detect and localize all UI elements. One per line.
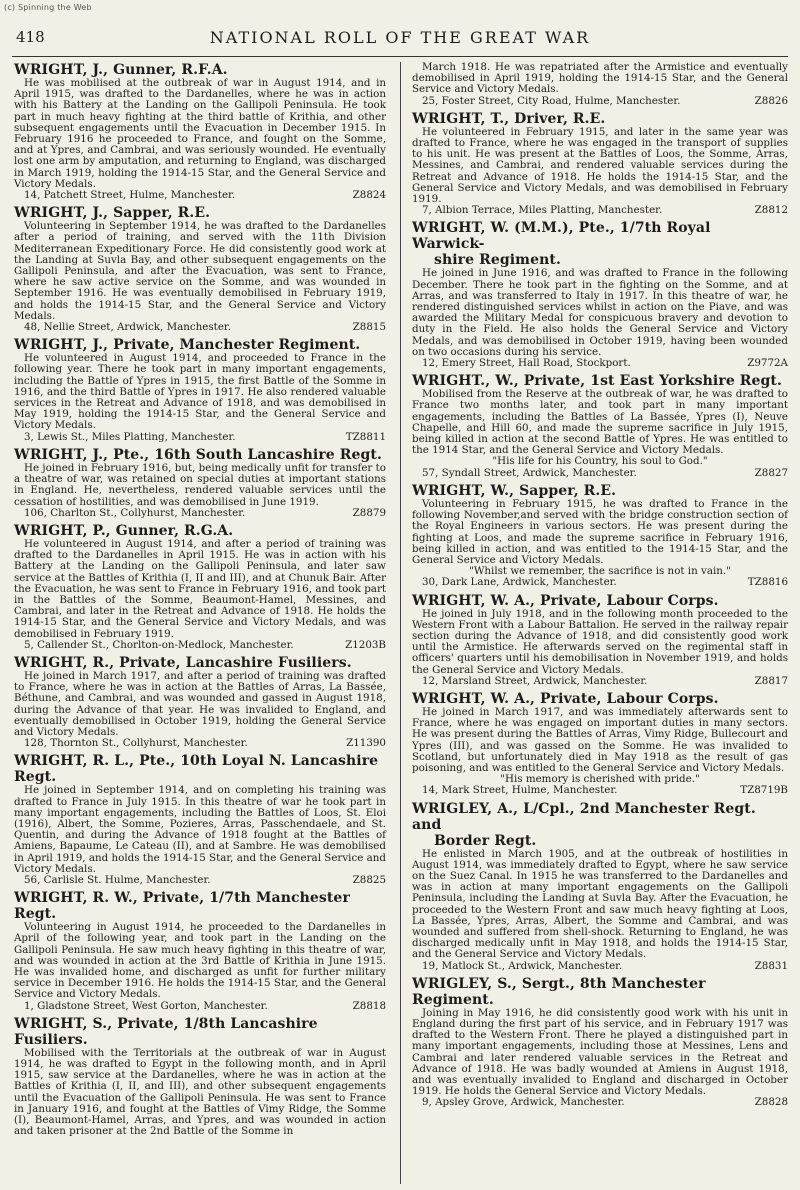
entry-name <box>14 753 386 785</box>
entry-body: Volunteering in September 1914, he was drafted to the Dardanelles after a period of training, and served with the 11th Division Mediterranean Expeditionary Force. He did consistently good work at the Landing at Suvla Bay, and other subsequent engagements on the Gallipoli Peninsula, and after the Evacuation, was sent to France, where he saw active service on the Somme, and was wounded in September 1916. He was eventually demobilised in February 1919, and holds the 1914-15 Star, and the General Service and Victory Medals. <box>14 220 386 322</box>
entry-reference: Z8826 <box>754 94 788 107</box>
entry-address: 9, Apsley Grove, Ardwick, Manchester. <box>422 1096 625 1109</box>
entry-address-line <box>412 577 788 588</box>
entry-name <box>412 593 788 609</box>
entry-name-line: WRIGHT, R. W., Private, 1/7th Manchester Regt. <box>14 890 350 923</box>
entry-name-line: WRIGHT, S., Private, 1/8th Lancashire Fusiliers. <box>14 1015 318 1048</box>
entry-name-line: WRIGHT, W. A., Private, Labour Corps. <box>412 592 719 609</box>
entry-body: Mobilised from the Reserve at the outbreak of war, he was drafted to France two months later, and took part in many important engagements, including the Battles of La Bassée, Ypres (I), Neuve Chapelle, and Hill 60, and made the supreme sacrifice in July 1915, being killed in action at the second Battle of Ypres. He was entitled to the 1914 Star, and the General Service and Victory Medals. <box>412 388 788 457</box>
entry-address-line <box>14 875 386 886</box>
entry-name <box>412 691 788 707</box>
entry-name-line: WRIGHT, R. L., Pte., 10th Loyal N. Lancashire Regt. <box>14 753 379 786</box>
watermark: (c) Spinning the Web <box>4 3 92 12</box>
entry-name <box>14 447 386 463</box>
entry-reference: TZ8816 <box>747 576 788 589</box>
entry-name-line: WRIGHT, W. A., Private, Labour Corps. <box>412 690 719 707</box>
entry-body: He joined in March 1917, and was immediately afterwards sent to France, where he was engaged on important duties in many sectors. He was present during the Battles of Arras, Vimy Ridge, Bullecourt and Ypres (III), and was gassed on the Somme. He was invalided to Scotland, but unfortunately died in May 1918 as the result of gas poisoning, and was entitled to the General Service and Victory Medals. <box>412 705 788 774</box>
roll-entry <box>412 593 788 687</box>
entry-address: 14, Mark Street, Hulme, Manchester. <box>422 784 618 797</box>
entry-address: 30, Dark Lane, Ardwick, Manchester. <box>422 576 617 589</box>
entry-name <box>412 373 788 389</box>
entry-address-line <box>14 508 386 519</box>
entry-address-line <box>14 322 386 333</box>
entry-address-line <box>14 640 386 651</box>
entry-name-line: WRIGHT, W. (M.M.), Pte., 1/7th Royal Warwick- <box>412 220 711 253</box>
entry-reference: Z8827 <box>754 466 788 479</box>
roll-entry <box>412 62 788 107</box>
roll-entry <box>14 890 386 1012</box>
roll-entry <box>412 691 788 797</box>
entry-reference: Z8824 <box>352 189 386 202</box>
entry-reference: Z9772A <box>747 357 788 370</box>
entry-name <box>412 801 788 849</box>
entry-address: 56, Carlisle St. Hulme, Manchester. <box>24 873 211 886</box>
entry-reference: Z8879 <box>352 506 386 519</box>
entry-name-line: WRIGHT, J., Sapper, R.E. <box>14 205 211 222</box>
entry-name <box>14 205 386 221</box>
roll-entry <box>412 111 788 217</box>
roll-entry <box>412 976 788 1109</box>
entry-name <box>412 483 788 499</box>
entry-address-line <box>14 1001 386 1012</box>
entry-address-line <box>412 96 788 107</box>
header-rule <box>12 56 788 57</box>
page-title: NATIONAL ROLL OF THE GREAT WAR <box>209 28 591 47</box>
entry-address-line <box>14 738 386 749</box>
roll-entry <box>14 447 386 519</box>
roll-entry <box>412 373 788 479</box>
entry-body: He volunteered in February 1915, and later in the same year was drafted to France, where he was engaged in the transport of supplies to his unit. He was present at the Battles of Loos, the Somme, Arras, Messines, and Cambrai, and rendered valuable services during the Retreat and Advance of 1918. He holds the 1914-15 Star, and the General Service and Victory Medals, and was demobilised in February 1919. <box>412 125 788 206</box>
entry-name-line: WRIGHT, J., Gunner, R.F.A. <box>14 62 228 78</box>
entry-address: 25, Foster Street, City Road, Hulme, Manchester. <box>422 94 681 107</box>
entry-name <box>14 1016 386 1048</box>
entry-epitaph: "Whilst we remember, the sacrifice is not in vain." <box>469 565 731 578</box>
entry-body: He joined in June 1916, and was drafted to France in the following December. There he took part in the fighting on the Somme, and at Arras, and was transferred to Italy in 1917. In this theatre of war, he rendered distinguished services whilst in action on the Piave, and was awarded the Military Medal for conspicuous bravery and devotion to duty in the Field. He also holds the General Service and Victory Medals, and was demobilised in October 1919, having been wounded on two occasions during his service. <box>412 267 788 358</box>
entry-address: 57, Syndall Street, Ardwick, Manchester. <box>422 466 637 479</box>
entry-address: 48, Nellie Street, Ardwick, Manchester. <box>24 321 231 334</box>
entry-body: He joined in March 1917, and after a period of training was drafted to France, where he was in action at the Battles of Arras, La Bassée, Béthune, and Cambrai, and was wounded and gassed in August 1918, during the Advance of that year. He was invalided to England, and eventually demobilised in October 1919, holding the General Service and Victory Medals. <box>14 669 386 738</box>
entry-name-line: WRIGHT, J., Pte., 16th South Lancashire Regt. <box>14 446 382 463</box>
entry-name-line: WRIGHT., W., Private, 1st East Yorkshire Regt. <box>412 373 782 390</box>
entry-name-line: WRIGLEY, S., Sergt., 8th Manchester Regiment. <box>412 975 706 1008</box>
column-divider <box>400 62 401 1184</box>
entry-name <box>14 890 386 922</box>
entry-address: 12, Marsland Street, Ardwick, Manchester. <box>422 674 648 687</box>
entry-reference: Z8812 <box>754 204 788 217</box>
entry-reference: Z8825 <box>352 873 386 886</box>
entry-address-line <box>412 676 788 687</box>
page-header <box>12 26 788 52</box>
right-column <box>412 62 788 1113</box>
entry-name <box>14 337 386 353</box>
entry-reference: TZ8811 <box>345 430 386 443</box>
entry-body: March 1918. He was repatriated after the Armistice and eventually demobilised in April 1919, holding the 1914-15 Star, and the General Service and Victory Medals. <box>412 61 788 96</box>
left-column <box>14 62 386 1141</box>
entry-reference: Z8815 <box>352 321 386 334</box>
entry-body: Joining in May 1916, he did consistently good work with his unit in England during the first part of his service, and in February 1917 was drafted to the Western Front. There he played a distinguished part in many important engagements, including those at Messines, Lens and Cambrai and later rendered valuable services in the Retreat and Advance of 1918. He was badly wounded at Amiens in August 1918, and was eventually invalided to England and discharged in October 1919. He holds the General Service and Victory Medals. <box>412 1006 788 1098</box>
entry-reference: Z8831 <box>754 959 788 972</box>
entry-body: He joined in September 1914, and on completing his training was drafted to France in July 1915. In this theatre of war he took part in many important engagements, including the Battles of Loos, St. Eloi (1916), Albert, the Somme, Pozieres, Arras, Passchendaele, and St. Quentin, and during the Advance of 1918 fought at the Battles of Amiens, Bapaume, Le Cateau (II), and at Sambre. He was demobilised in April 1919, and holds the 1914-15 Star, and the General Service and Victory Medals. <box>14 784 386 875</box>
entry-body: He volunteered in August 1914, and after a period of training was drafted to the Dardanelles in April 1915. He was in action with his Battery at the Landing on the Gallipoli Peninsula, and later saw service at the Battles of Krithia (I, II and III), and at Chunuk Bair. After the Evacuation, he was sent to France in February 1916, and took part in the Battles of the Somme, Beaumont-Hamel, Messines, and Cambrai, and later in the Retreat and Advance of 1918. He holds the 1914-15 Star, and the General Service and Victory Medals, and was demobilised in February 1919. <box>14 537 386 640</box>
roll-entry <box>14 753 386 886</box>
entry-name-line: WRIGHT, J., Private, Manchester Regiment. <box>14 337 361 354</box>
entry-address: 1, Gladstone Street, West Gorton, Manchester. <box>24 999 268 1012</box>
roll-entry <box>14 62 386 201</box>
entry-epitaph: "His memory is cherished with pride." <box>500 773 700 786</box>
entry-address: 5, Callender St., Chorlton-on-Medlock, Manchester. <box>24 638 294 651</box>
entry-reference: Z8818 <box>352 999 386 1012</box>
entry-address-line <box>412 1097 788 1108</box>
entry-address-line <box>14 432 386 443</box>
entry-body: Mobilised with the Territorials at the outbreak of war in August 1914, he was drafted to Egypt in the following month, and in April 1915, saw service at the Dardanelles, where he was in action at the Battles of Krithia (I, II, and III), and other subsequent engagements until the Evacuation of the Gallipoli Peninsula. He was sent to France in January 1916, and fought at the Battles of Vimy Ridge, the Somme (I), Beaumont-Hamel, Arras, and Ypres, and was wounded in action and taken prisoner at the 2nd Battle of the Somme in <box>14 1046 386 1138</box>
entry-name <box>412 220 788 268</box>
entry-name-line: shire Regiment. <box>434 252 561 269</box>
entry-address-line <box>412 468 788 479</box>
entry-address: 12, Emery Street, Hall Road, Stockport. <box>422 357 631 370</box>
roll-entry <box>14 337 386 443</box>
roll-entry <box>412 220 788 369</box>
entry-address: 128, Thornton St., Collyhurst, Manchester. <box>24 737 248 750</box>
entry-name-line: WRIGLEY, A., L/Cpl., 2nd Manchester Regt. and <box>412 800 756 833</box>
entry-name-line: Border Regt. <box>434 832 537 849</box>
entry-address-line <box>412 785 788 796</box>
roll-entry <box>14 205 386 333</box>
entry-address-line <box>412 358 788 369</box>
entry-name-line: WRIGHT, T., Driver, R.E. <box>412 110 606 127</box>
entry-body: Volunteering in August 1914, he proceeded to the Dardanelles in April of the following year, and took part in the Landing on the Gallipoli Peninsula. He saw much heavy fighting in this theatre of war, and was wounded in action at the 3rd Battle of Krithia in June 1915. He was invalided home, and discharged as unfit for further military service in December 1916. He holds the 1914-15 Star, and the General Service and Victory Medals. <box>14 921 386 1001</box>
roll-entry <box>14 655 386 749</box>
page-number: 418 <box>16 28 45 46</box>
roll-entry <box>14 1016 386 1138</box>
roll-entry <box>14 523 386 651</box>
entry-address-line <box>412 205 788 216</box>
entry-reference: TZ8719B <box>740 784 788 797</box>
entry-address: 14, Patchett Street, Hulme, Manchester. <box>24 189 236 202</box>
entry-reference: Z1203B <box>345 638 386 651</box>
entry-name <box>14 523 386 539</box>
entry-address: 7, Albion Terrace, Miles Platting, Manchester. <box>422 204 663 217</box>
entry-address-line <box>412 961 788 972</box>
entry-name <box>412 111 788 127</box>
entry-name <box>14 655 386 671</box>
entry-reference: Z11390 <box>346 737 386 750</box>
entry-body: He joined in February 1916, but, being medically unfit for transfer to a theatre of war, was retained on special duties at important stations in England. He, nevertheless, rendered valuable services until the cessation of hostilities, and was demobilised in June 1919. <box>14 461 386 508</box>
roll-entry <box>412 801 788 972</box>
entry-address: 106, Charlton St., Collyhurst, Manchester. <box>24 506 246 519</box>
entry-name <box>14 62 386 78</box>
entry-body: He volunteered in August 1914, and proceeded to France in the following year. There he took part in many important engagements, including the Battle of Ypres in 1915, the first Battle of the Somme in 1916, and the third Battle of Ypres in 1917. He also rendered valuable services in the Retreat and Advance of 1918, and was demobilised in May 1919, holding the 1914-15 Star, and the General Service and Victory Medals. <box>14 352 386 432</box>
entry-address: 19, Matlock St., Ardwick, Manchester. <box>422 959 623 972</box>
roll-entry <box>412 483 788 589</box>
entry-name <box>412 976 788 1008</box>
entry-reference: Z8817 <box>754 674 788 687</box>
entry-epitaph: "His life for his Country, his soul to God." <box>492 455 708 468</box>
entry-body: He enlisted in March 1905, and at the outbreak of hostilities in August 1914, was immediately drafted to Egypt, where he saw service on the Suez Canal. In 1915 he was transferred to the Dardanelles and was in action at many important engagements on the Gallipoli Peninsula, including the Landing at Suvla Bay. After the Evacuation, he proceeded to the Western Front and saw much heavy fighting at Loos, La Bassée, Ypres, Arras, Albert, the Somme and Cambrai, and was wounded and suffered from shell-shock. Returning to England, he was discharged medically unfit in May 1918, and holds the 1914-15 Star, and the General Service and Victory Medals. <box>412 847 788 961</box>
entry-body: He was mobilised at the outbreak of war in August 1914, and in April 1915, was drafted to the Dardanelles, where he was in action with his Battery at the Landing on the Gallipoli Peninsula. He took part in much heavy fighting at the third battle of Krithia, and other subsequent engagements until the Evacuation in December 1915. In February 1916 he proceeded to France, and fought on the Somme, and at Ypres, and Cambrai, and was seriously wounded. He eventually lost one arm by amputation, and returning to England, was discharged in March 1919, holding the 1914-15 Star, and the General Service and Victory Medals. <box>14 77 386 190</box>
entry-name-line: WRIGHT, P., Gunner, R.G.A. <box>14 522 234 539</box>
entry-reference: Z8828 <box>754 1096 788 1109</box>
entry-address: 3, Lewis St., Miles Platting, Manchester. <box>24 430 236 443</box>
entry-name-line: WRIGHT, W., Sapper, R.E. <box>412 482 617 499</box>
entry-body: He joined in July 1918, and in the following month proceeded to the Western Front with a Labour Battalion. He served in the railway repair section during the Advance of 1918, and did consistently good work until the Armistice. He afterwards served on the regimental staff in officers' quarters until his demobilisation in November 1919, and holds the General Service and Victory Medals. <box>412 607 788 676</box>
entry-address-line <box>14 190 386 201</box>
entry-name-line: WRIGHT, R., Private, Lancashire Fusiliers. <box>14 654 352 671</box>
entry-body: Volunteering in February 1915, he was drafted to France in the following November,and served with the bridge construction section of the Royal Engineers in various sectors. He was present during the fighting at Loos, and made the supreme sacrifice in February 1916, being killed in action, and was entitled to the 1914-15 Star, and the General Service and Victory Medals. <box>412 497 788 566</box>
